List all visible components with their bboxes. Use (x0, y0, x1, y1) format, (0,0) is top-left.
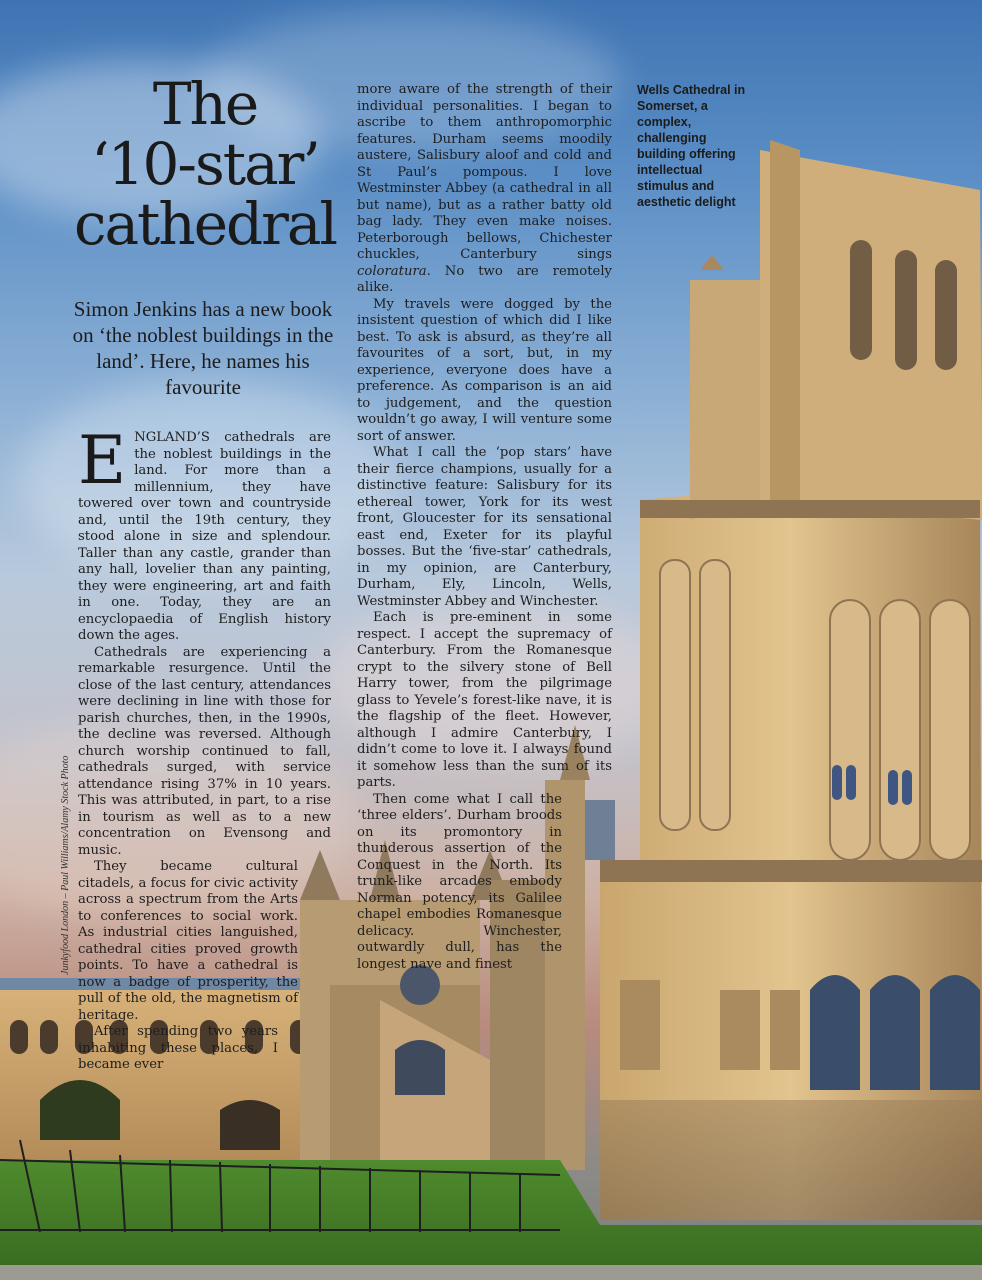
paragraph-5-italic: coloratura (357, 263, 427, 279)
photo-credit: Junkyfood London – Paul Williams/Alamy Stock Photo (60, 755, 71, 975)
paragraph-1-text: NGLAND’S cathedrals are the noblest buildings in the land. For more than a millennium, they have towered over town and countryside and, until the 19th century, they stood alone in size and splendour. Taller than any castle, grander than any hall, lovelier than any painting, they were engineering, art and faith in one. Today, they are an encyclopaedia of English history down the ages. (78, 430, 331, 643)
headline (70, 70, 340, 258)
body-column-2 (357, 82, 612, 973)
paragraph-5 (357, 82, 612, 297)
paragraph-8: Each is pre-eminent in some respect. I accept the supremacy of Canterbury. From the Romanesque crypt to the silvery stone of Bell Harry tower, from the pilgrimage glass to Yevele’s forest-like nave, it is the flagship of the fleet. However, although I admire Canterbury, I didn’t come to love it. I always found it somehow less than the sum of its parts. (357, 610, 612, 790)
standfirst: Simon Jenkins has a new book on ‘the noblest buildings in the land’. Here, he names his favourite (72, 297, 334, 399)
paragraph-5-text-a: more aware of the strength of their individual personalities. I began to ascribe to them anthropomorphic features. Durham seems moodily austere, Salisbury aloof and cold and St Paul’s pompous. I love Westminster Abbey (a cathedral in all but name), but as a rather batty old bag lady. They even make noises. Peterborough bellows, Chichester chuckles, Canterbury sings (357, 82, 612, 262)
paragraph-6: My travels were dogged by the insistent question of which did I like best. To ask is absurd, as they’re all favourites of a sort, but, in my experience, everyone does have a preference. As comparison is an aid to judgement, and the question wouldn’t go away, I will venture some sort of answer. (357, 296, 612, 444)
body-column-1 (78, 422, 331, 1074)
paragraph-7: What I call the ‘pop stars’ have their fierce champions, usually for a distinctive feature: Salisbury for its ethereal tower, York for its west front, Gloucester for its sensational east end, Exeter for its playful bosses. But the ‘five-star’ cathedrals, in my opinion, are Canterbury, Durham, Ely, Lincoln, Wells, Westminster Abbey and Winchester. (357, 445, 612, 609)
paragraph-9: Then come what I call the ‘three elders’. Durham broods on its promontory in thunderous assertion of the Conquest in the North. Its trunk-like arcades embody Norman potency, its Galilee chapel embodies Romanesque delicacy. Winchester, outwardly dull, has the longest nave and finest (357, 791, 562, 972)
paragraph-1 (78, 422, 331, 645)
headline-line-3: cathedral (73, 190, 337, 258)
drop-cap: E (78, 422, 127, 499)
west-front-tower (600, 140, 982, 1220)
paragraph-5-text-b: . No two are remotely alike. (357, 263, 612, 295)
paragraph-3: They became cultural citadels, a focus for civic activity across a spectrum from the Arts to conferences to social work. As industrial cities languished, cathedral cities proved growth points. To have a cathedral is now a badge of prosperity, the pull of the old, the magnetism of heritage. (78, 859, 298, 1023)
paragraph-4: After spending two years inhabiting these places, I became ever (78, 1024, 278, 1072)
paragraph-2: Cathedrals are experiencing a remarkable resurgence. Until the close of the last century, attendances were declining in line with those for parish churches, then, in the 1990s, the decline was reversed. Although church worship continued to fall, cathedrals surged, with service attendance rising 37% in 10 years. This was attributed, in part, to a rise in tourism as well as to a new concentration on Evensong and music. (78, 644, 331, 858)
photo-caption: Wells Cathedral in Somerset, a complex, challenging building offering intellectual stimulus and aesthetic delight (637, 83, 746, 209)
headline-line-1: The (152, 70, 258, 138)
headline-line-2: ‘10-star’ (91, 130, 319, 198)
